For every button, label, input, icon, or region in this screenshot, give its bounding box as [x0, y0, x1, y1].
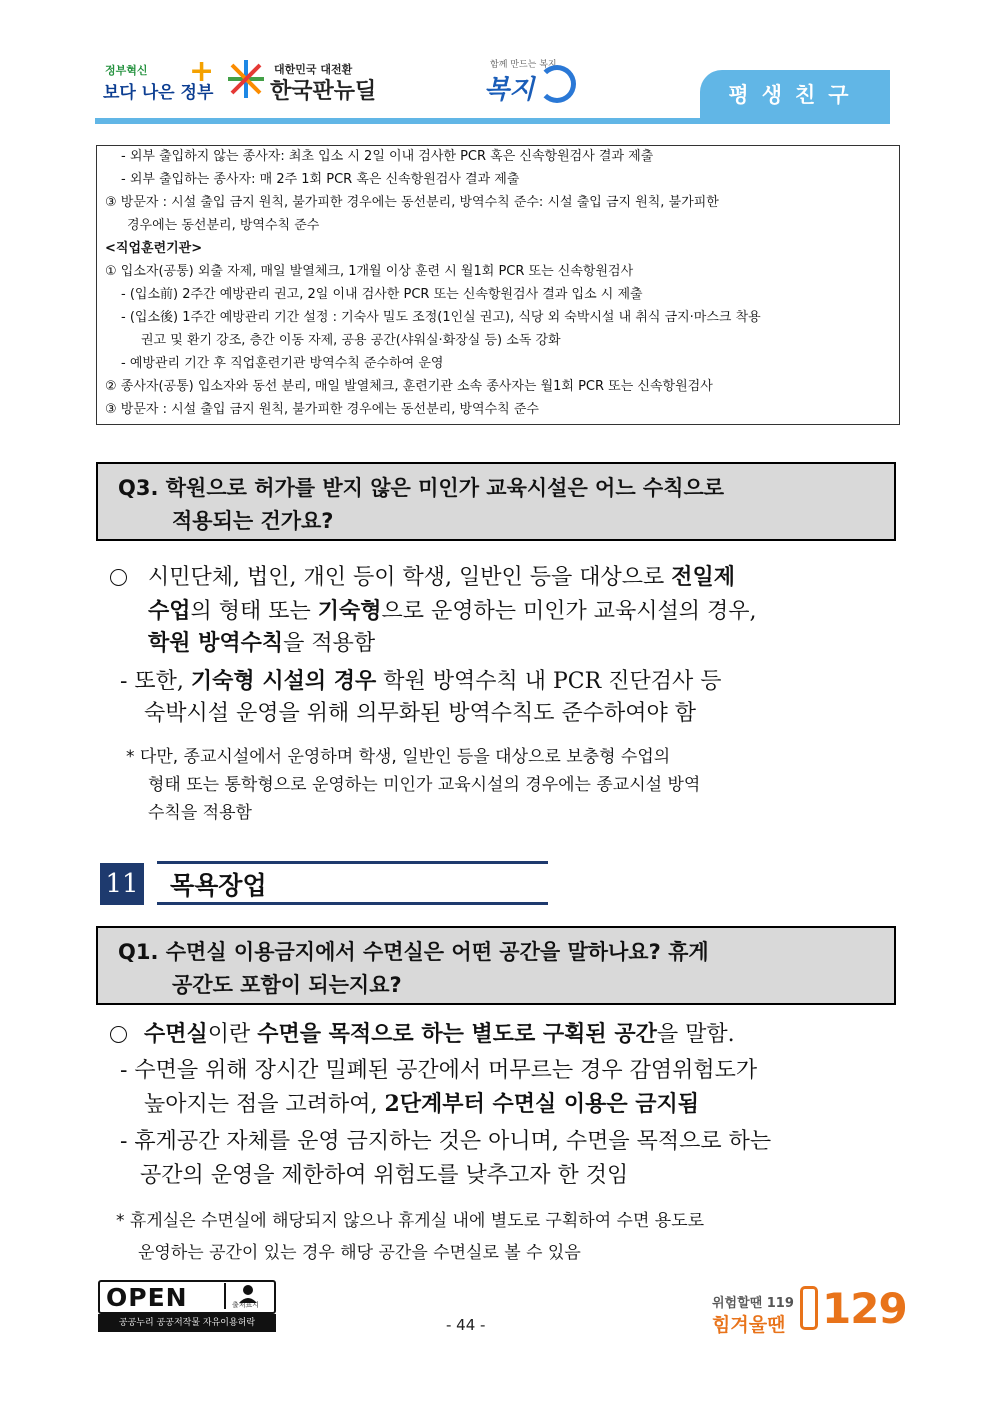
regulation-line: - (입소後) 1주간 예방관리 기간 설정 : 기숙사 밀도 조정(1인실 권고), 식당 외 숙박시설 내 취식 금지·마스크 착용	[121, 310, 761, 325]
answer-q1-note1: * 휴게실은 수면실에 해당되지 않으나 휴게실 내에 별도로 구획하여 수면 용도로	[116, 1211, 705, 1231]
question-box-q1	[96, 926, 896, 1005]
regulation-line: ③ 방문자 : 시설 출입 금지 원칙, 불가피한 경우에는 동선분리, 방역수칙 준수: 시설 출입 금지 원칙, 불가피한	[105, 195, 719, 210]
gov-innovation-logo	[103, 54, 215, 110]
page-number: - 44 -	[446, 1316, 486, 1334]
regulation-line: ① 입소자(공통) 외출 자제, 매일 발열체크, 1개월 이상 훈련 시 월1회 PCR 또는 신속항원검사	[105, 264, 634, 279]
open-license-subtext: 공공누리 공공저작물 자유이용허락	[98, 1314, 276, 1332]
welfare-ring-icon	[538, 65, 576, 103]
helpline-line1: 위험할땐 119	[712, 1296, 794, 1311]
welfare-logo-tag: 함께 만드는 복지	[490, 60, 557, 70]
question-box-q3	[96, 462, 896, 541]
circle-bullet-icon	[110, 1026, 127, 1043]
open-license-text: OPEN	[106, 1283, 188, 1312]
regulation-line: 권고 및 환기 강조, 층간 이동 자제, 공용 공간(샤워실·화장실 등) 소독 강화	[141, 333, 561, 348]
question-q1-line2: 공간도 포함이 되는지요?	[172, 973, 402, 997]
answer-q3-note2: 형태 또는 통학형으로 운영하는 미인가 교육시설의 경우에는 종교시설 방역	[148, 775, 701, 795]
answer-q1-dash4: 공간의 운영을 제한하여 위험도를 낮추고자 한 것임	[140, 1163, 629, 1188]
welfare-logo-name: 복지	[484, 75, 535, 105]
phone-icon	[800, 1286, 818, 1330]
regulation-line: - 외부 출입하는 종사자: 매 2주 1회 PCR 혹은 신속항원검사 결과 제출	[121, 172, 520, 187]
helpline-129-logo	[712, 1280, 907, 1340]
regulation-box	[96, 145, 900, 425]
answer-q3-note3: 수칙을 적용함	[148, 803, 252, 823]
plus-icon: +	[189, 54, 215, 89]
section-top-rule	[157, 861, 548, 864]
answer-q3-para2: 수업의 형태 또는 기숙형으로 운영하는 미인가 교육시설의 경우,	[148, 598, 757, 624]
section-title: 목욕장업	[170, 871, 267, 900]
helpline-number: 129	[822, 1284, 907, 1333]
new-deal-logo-line1: 대한민국 대전환	[274, 63, 353, 76]
circle-bullet-icon	[110, 569, 127, 586]
gov-logo-line2: 보다 나은 정부	[103, 83, 214, 103]
regulation-line: - (입소前) 2주간 예방관리 권고, 2일 이내 검사한 PCR 또는 신속항원검사 결과 입소 시 제출	[121, 287, 643, 302]
attribution-person-icon	[224, 1283, 270, 1309]
regulation-line: - 외부 출입하지 않는 종사자: 최초 입소 시 2일 이내 검사한 PCR 혹은 신속항원검사 결과 제출	[121, 149, 654, 164]
welfare-logo	[482, 55, 582, 107]
lifelong-friend-tab: 평생친구	[700, 70, 890, 120]
answer-q3-dash2: 숙박시설 운영을 위해 의무화된 방역수칙도 준수하여야 함	[144, 701, 697, 726]
gov-logo-line1: 정부혁신	[105, 64, 148, 77]
regulation-line: ② 종사자(공통) 입소자와 동선 분리, 매일 발열체크, 훈련기관 소속 종사자는 월1회 PCR 또는 신속항원검사	[105, 379, 713, 394]
answer-q3-note1: * 다만, 종교시설에서 운영하며 학생, 일반인 등을 대상으로 보충형 수업의	[126, 747, 671, 767]
answer-q3-para1: 시민단체, 법인, 개인 등이 학생, 일반인 등을 대상으로 전일제	[148, 564, 735, 590]
regulation-line: - 예방관리 기간 후 직업훈련기관 방역수칙 준수하여 운영	[121, 356, 444, 371]
answer-q1-para1: 수면실이란 수면을 목적으로 하는 별도로 구획된 공간을 말함.	[144, 1021, 735, 1047]
regulation-subheading: <직업훈련기관>	[105, 241, 203, 256]
answer-q1-dash1: - 수면을 위해 장시간 밀폐된 공간에서 머무르는 경우 감염위험도가	[120, 1058, 758, 1083]
regulation-line: ③ 방문자 : 시설 출입 금지 원칙, 불가피한 경우에는 동선분리, 방역수칙 준수	[105, 402, 539, 417]
korean-new-deal-logo	[226, 58, 376, 108]
new-deal-star-icon	[226, 58, 266, 100]
section-number: 11	[100, 863, 144, 905]
helpline-line2: 힘겨울땐	[712, 1314, 786, 1336]
answer-q1-dash2: 높아지는 점을 고려하여, 2단계부터 수면실 이용은 금지됨	[144, 1091, 700, 1117]
answer-q1-note2: 운영하는 공간이 있는 경우 해당 공간을 수면실로 볼 수 있음	[138, 1243, 581, 1263]
attribution-label: 출처표시	[232, 1301, 260, 1309]
question-q3-line2: 적용되는 건가요?	[172, 509, 334, 533]
question-q1-line1: Q1. 수면실 이용금지에서 수면실은 어떤 공간을 말하나요? 휴게	[118, 940, 709, 964]
regulation-line: 경우에는 동선분리, 방역수칙 준수	[127, 218, 320, 233]
answer-q1-dash3: - 휴게공간 자체를 운영 금지하는 것은 아니며, 수면을 목적으로 하는	[120, 1129, 772, 1154]
new-deal-logo-line2: 한국판뉴딜	[270, 79, 377, 104]
header-divider	[95, 118, 890, 124]
section-bottom-rule	[157, 902, 548, 905]
answer-q3-dash1: - 또한, 기숙형 시설의 경우 학원 방역수칙 내 PCR 진단검사 등	[120, 668, 722, 694]
question-q3-line1: Q3. 학원으로 허가를 받지 않은 미인가 교육시설은 어느 수칙으로	[118, 476, 725, 500]
answer-q3-para3: 학원 방역수칙을 적용함	[148, 630, 376, 656]
kogl-open-license-badge	[98, 1280, 276, 1332]
